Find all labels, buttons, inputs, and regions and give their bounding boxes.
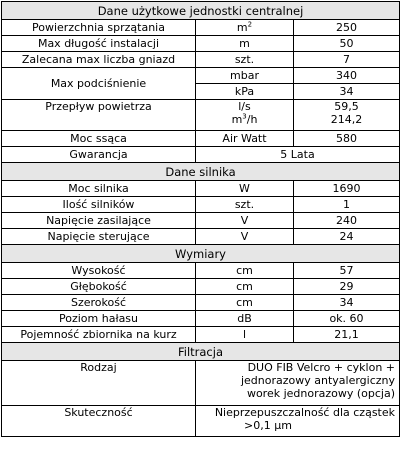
row-label: Napięcie sterujące bbox=[2, 229, 196, 245]
row-unit: cm bbox=[196, 263, 294, 279]
row-unit: $m^2$ bbox=[196, 20, 294, 36]
row-label: Rodzaj bbox=[2, 361, 196, 406]
row-unit: cm bbox=[196, 279, 294, 295]
row-value: 34 bbox=[294, 295, 400, 311]
section-header-general: Dane użytkowe jednostki centralnej bbox=[2, 2, 400, 20]
row-unit: V bbox=[196, 213, 294, 229]
table-row bbox=[2, 68, 400, 84]
row-value: 340 bbox=[294, 68, 400, 84]
row-value: 24 bbox=[294, 229, 400, 245]
table-row bbox=[2, 361, 400, 406]
row-label: Ilość silników bbox=[2, 197, 196, 213]
row-value: 580 bbox=[294, 131, 400, 147]
table-row bbox=[2, 295, 400, 311]
row-unit: szt. bbox=[196, 197, 294, 213]
row-unit: cm bbox=[196, 295, 294, 311]
row-unit: dB bbox=[196, 311, 294, 327]
row-value: 7 bbox=[294, 52, 400, 68]
section-header-filtration: Filtracja bbox=[2, 343, 400, 361]
table-row bbox=[2, 229, 400, 245]
table-row bbox=[2, 131, 400, 147]
table-row bbox=[2, 406, 400, 437]
row-value: 21,1 bbox=[294, 327, 400, 343]
row-label: Przepływ powietrza bbox=[2, 100, 196, 131]
row-unit: l/s $m^3/h$ bbox=[196, 100, 294, 131]
table-row bbox=[2, 327, 400, 343]
row-label: Wysokość bbox=[2, 263, 196, 279]
row-label: Moc ssąca bbox=[2, 131, 196, 147]
table-row bbox=[2, 279, 400, 295]
row-label: Skuteczność bbox=[2, 406, 196, 437]
row-label: Pojemność zbiornika na kurz bbox=[2, 327, 196, 343]
row-unit: kPa bbox=[196, 84, 294, 100]
row-value: 29 bbox=[294, 279, 400, 295]
row-value: 5 Lata bbox=[196, 147, 400, 163]
row-value: ok. 60 bbox=[294, 311, 400, 327]
row-label: Powierzchnia sprzątania bbox=[2, 20, 196, 36]
table-row bbox=[2, 263, 400, 279]
table-row bbox=[2, 197, 400, 213]
row-label: Napięcie zasilające bbox=[2, 213, 196, 229]
row-value: Nieprzepuszczalność dla cząstek >0,1 µm bbox=[196, 406, 400, 437]
table-row bbox=[2, 100, 400, 131]
row-value: 240 bbox=[294, 213, 400, 229]
table-row bbox=[2, 181, 400, 197]
row-label: Max długość instalacji bbox=[2, 36, 196, 52]
row-unit: m bbox=[196, 36, 294, 52]
row-label: Poziom hałasu bbox=[2, 311, 196, 327]
row-value: 59,5 214,2 bbox=[294, 100, 400, 131]
table-row bbox=[2, 52, 400, 68]
row-value: DUO FIB Velcro + cyklon + jednorazowy antyalergiczny worek jednorazowy (opcja) bbox=[196, 361, 400, 406]
row-label: Szerokość bbox=[2, 295, 196, 311]
row-label: Moc silnika bbox=[2, 181, 196, 197]
table-row bbox=[2, 147, 400, 163]
row-value: 1 bbox=[294, 197, 400, 213]
row-value: 34 bbox=[294, 84, 400, 100]
section-header-motor: Dane silnika bbox=[2, 163, 400, 181]
spec-table bbox=[1, 1, 400, 437]
row-value: 57 bbox=[294, 263, 400, 279]
table-row bbox=[2, 213, 400, 229]
row-unit: V bbox=[196, 229, 294, 245]
row-unit: l bbox=[196, 327, 294, 343]
row-label: Głębokość bbox=[2, 279, 196, 295]
table-row bbox=[2, 36, 400, 52]
row-unit: szt. bbox=[196, 52, 294, 68]
row-label: Max podciśnienie bbox=[2, 68, 196, 100]
row-value: 250 bbox=[294, 20, 400, 36]
row-value: 1690 bbox=[294, 181, 400, 197]
row-value: 50 bbox=[294, 36, 400, 52]
row-unit: W bbox=[196, 181, 294, 197]
row-label: Zalecana max liczba gniazd bbox=[2, 52, 196, 68]
row-label: Gwarancja bbox=[2, 147, 196, 163]
table-row bbox=[2, 311, 400, 327]
section-header-dimensions: Wymiary bbox=[2, 245, 400, 263]
table-row bbox=[2, 20, 400, 36]
row-unit: mbar bbox=[196, 68, 294, 84]
row-unit: Air Watt bbox=[196, 131, 294, 147]
